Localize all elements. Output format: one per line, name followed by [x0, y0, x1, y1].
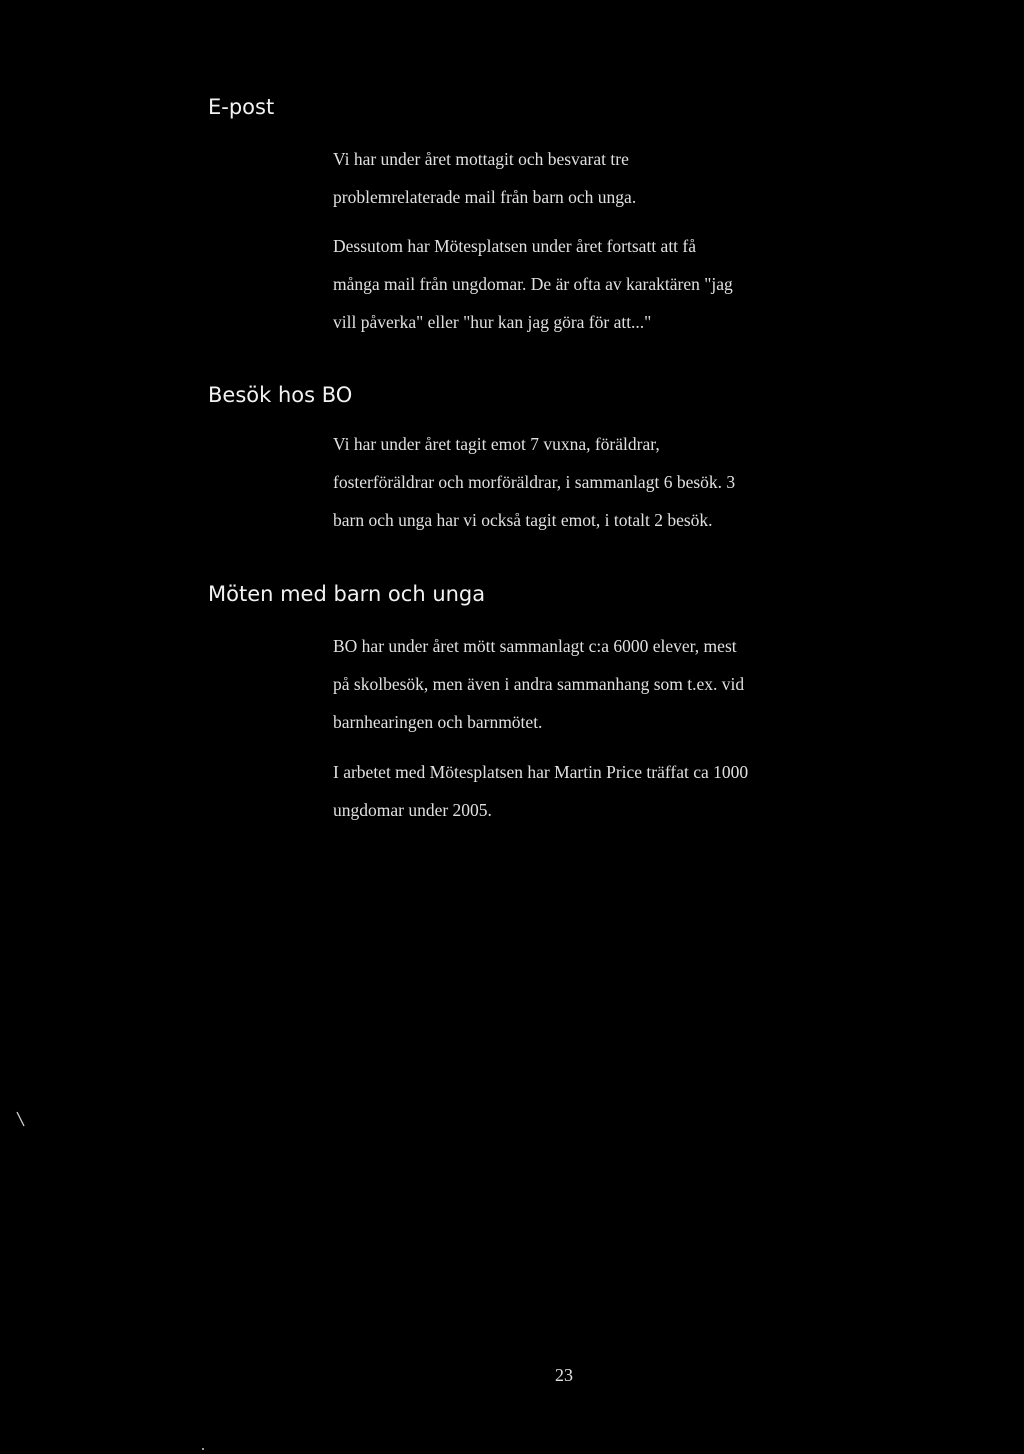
text-line: fosterföräldrar och morföräldrar, i sammanlagt 6 besök. 3	[333, 472, 736, 492]
page-number: 23	[555, 1365, 573, 1385]
scan-mark	[14, 1110, 28, 1128]
text-line: BO har under året mött sammanlagt c:a 6000 elever, mest	[333, 636, 737, 656]
heading-moten-med-barn-och-unga: Möten med barn och unga	[208, 582, 486, 606]
paragraph-e-post-motesplatsen	[333, 227, 733, 341]
text-line: I arbetet med Mötesplatsen har Martin Price träffat ca 1000	[333, 762, 749, 782]
text-line: barnhearingen och barnmötet.	[333, 712, 543, 732]
paragraph-e-post-mail	[333, 140, 636, 216]
text-line: på skolbesök, men även i andra sammanhang som t.ex. vid	[333, 674, 745, 694]
text-line: Vi har under året mottagit och besvarat tre	[333, 149, 629, 169]
text-line: Vi har under året tagit emot 7 vuxna, föräldrar,	[333, 434, 660, 454]
text-line: problemrelaterade mail från barn och unga.	[333, 187, 637, 207]
text-line: Dessutom har Mötesplatsen under året fortsatt att få	[333, 236, 697, 256]
paragraph-moten-martin-price	[333, 753, 748, 829]
paragraph-besok	[333, 425, 735, 539]
heading-e-post: E-post	[208, 95, 275, 119]
heading-besok-hos-bo: Besök hos BO	[208, 383, 353, 407]
text-line: ungdomar under 2005.	[333, 800, 492, 820]
text-line: vill påverka" eller "hur kan jag göra för att..."	[333, 312, 652, 332]
paragraph-moten-elever	[333, 627, 744, 741]
text-line: barn och unga har vi också tagit emot, i totalt 2 besök.	[333, 510, 713, 530]
scan-dot	[202, 1448, 204, 1450]
text-line: många mail från ungdomar. De är ofta av karaktären "jag	[333, 274, 733, 294]
